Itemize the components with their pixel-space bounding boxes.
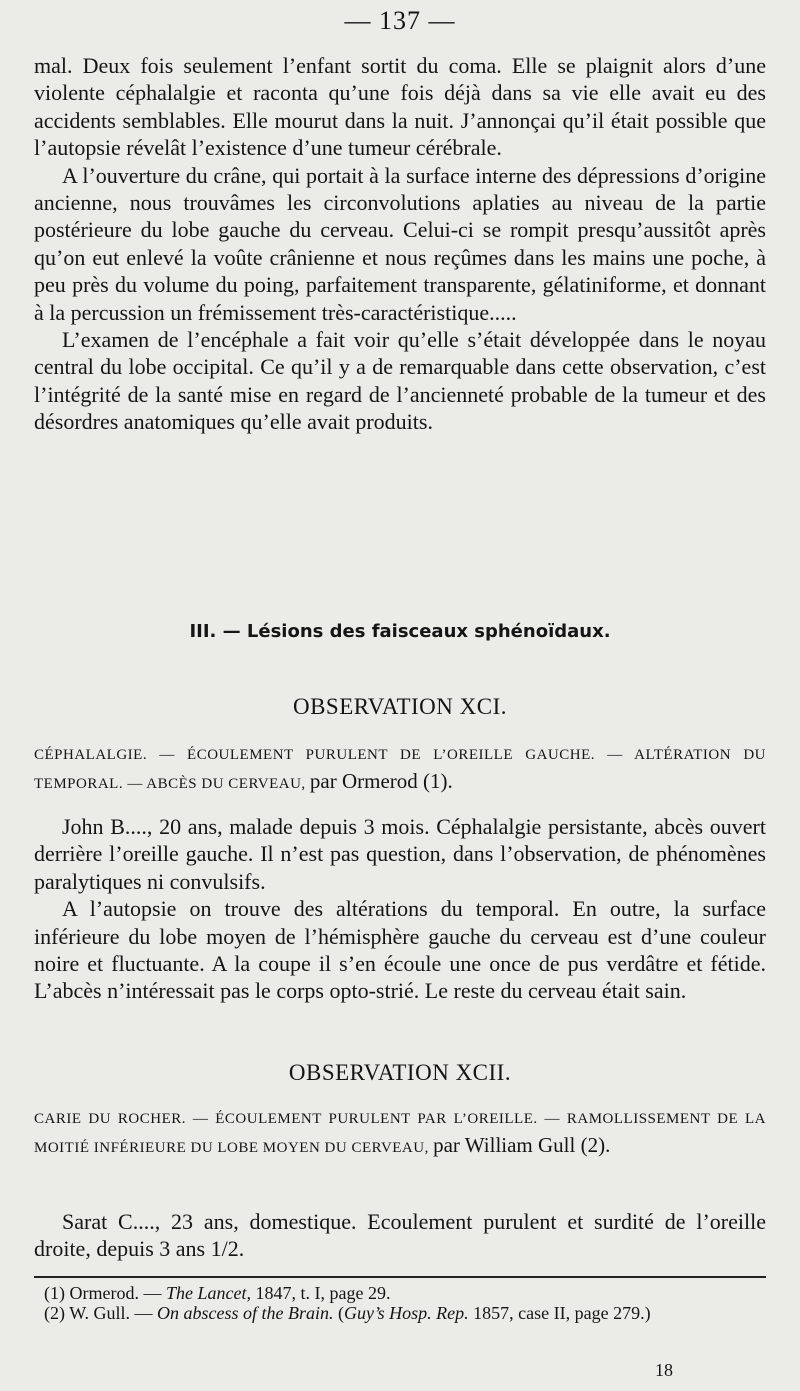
subtitle-text: CARIE DU ROCHER. — ÉCOULEMENT PURULENT PAR L’OREILLE. — RAMOLLISSEMENT DE LA MOITIÉ INFÉRIEURE DU LOBE MOYEN DU CERVEAU,	[34, 1111, 766, 1156]
paragraph: Sarat C...., 23 ans, domestique. Ecoulement purulent et surdité de l’oreille droite, depuis 3 ans 1/2.	[34, 1209, 766, 1262]
footnote-2: (2) W. Gull. — On abscess of the Brain. (Guy’s Hosp. Rep. 1857, case II, page 279.)	[44, 1303, 651, 1323]
signature-mark: 18	[655, 1360, 673, 1380]
observation-title: OBSERVATION XCII.	[288, 1060, 512, 1085]
paragraph: A l’ouverture du crâne, qui portait à la surface interne des dépressions d’origine ancienne, nous trouvâmes les circonvolutions aplaties au niveau de la partie postérieure du lobe gauche du cerveau. Celui-ci se rompit presqu’aussitôt après qu’on eut enlevé la voûte crânienne et nous reçûmes dans les mains une poche, à peu près du volume du poing, parfaitement transparente, gélatiniforme, et donnant à la percussion un frémissement très-caractéristique.....	[34, 162, 766, 325]
paragraph: mal. Deux fois seulement l’enfant sortit du coma. Elle se plaignit alors d’une violente céphalalgie et raconta qu’une fois déjà dans sa vie elle avait eu des accidents semblables. Elle mourut dans la nuit. J’annonçai qu’il était possible que l’autopsie révelât l’existence d’une tumeur cérébrale.	[34, 53, 766, 161]
observation-author: par William Gull (2).	[433, 1133, 611, 1157]
subtitle-text: CÉPHALALGIE. — ÉCOULEMENT PURULENT DE L’OREILLE GAUCHE. — ALTÉRATION DU TEMPORAL. — ABCÈS DU CERVEAU,	[34, 747, 766, 792]
paragraph: A l’autopsie on trouve des altérations du temporal. En outre, la surface inférieure du lobe moyen de l’hémisphère gauche du cerveau est d’une couleur noire et fluctuante. A la coupe il s’en écoule une once de pus verdâtre et fétide. L’abcès n’intéressait pas le corps opto-strié. Le reste du cerveau était sain.	[34, 896, 766, 1004]
section-heading: III. — Lésions des faisceaux sphénoïdaux.	[189, 621, 611, 642]
paragraph: John B...., 20 ans, malade depuis 3 mois. Céphalalgie persistante, abcès ouvert derrière l’oreille gauche. Il n’est pas question, dans l’observation, de phénomènes paralytiques ni convulsifs.	[34, 814, 766, 894]
observation-subtitle	[34, 1106, 766, 1161]
observation-body	[34, 1208, 766, 1263]
footnote-1: (1) Ormerod. — The Lancet, 1847, t. I, page 29.	[44, 1283, 391, 1303]
observation-subtitle	[34, 742, 766, 797]
observation-title: OBSERVATION XCI.	[292, 694, 508, 719]
paragraph: L’examen de l’encéphale a fait voir qu’elle s’était développée dans le noyau central du lobe occipital. Ce qu’il y a de remarquable dans cette observation, c’est l’intégrité de la santé mise en regard de l’ancienneté probable de la tumeur et des désordres anatomiques qu’elle avait produits.	[34, 327, 766, 435]
observation-body	[34, 813, 766, 1005]
footnotes	[44, 1283, 766, 1323]
intro-text	[34, 52, 766, 436]
footnote-divider	[34, 1276, 766, 1278]
observation-author: par Ormerod (1).	[309, 769, 453, 793]
page-number: — 137 —	[344, 6, 456, 35]
